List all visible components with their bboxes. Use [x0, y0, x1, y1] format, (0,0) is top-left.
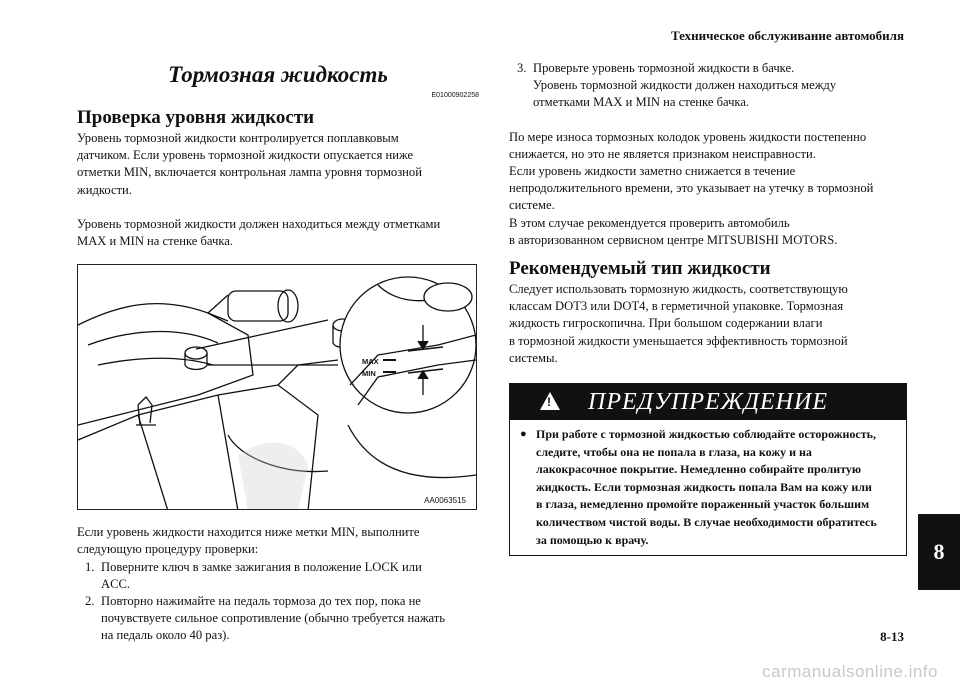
warning-text: При работе с тормозной жидкостью соблюдайте осторожность, следите, чтобы она не попала в глаза, на кожу и на лакокрасочное покрытие. Немедленно собирайте пролитую жидкость. Если тормозная жидкость попала Вам на кожу или в глаза, немедленно промойте пораженный участок большим количеством чистой воды. В случае необходимости обратитесь за помощью к врачу. [536, 427, 877, 547]
paragraph-below-min: Если уровень жидкости находится ниже метки MIN, выполните следующую процедуру проверки: [77, 525, 420, 557]
warning-box [509, 383, 907, 556]
paragraph-pad-wear: По мере износа тормозных колодок уровень жидкости постепенно снижается, но это не является признаком неисправности. Если уровень жидкости заметно снижается в течение непродолжительного времени, это указывает на утечку в тормозной системе. В этом случае рекомендуется проверить автомобиль в авторизованном сервисном центре MITSUBISHI MOTORS. [509, 129, 874, 247]
paragraph-level-range: Уровень тормозной жидкости должен находиться между отметками MAX и MIN на стенке бачка. [77, 216, 441, 249]
document-code: E01000902258 [431, 92, 479, 99]
warning-triangle-icon: ! [540, 392, 560, 410]
paragraph-fluid-type: Следует использовать тормозную жидкость, соответствующую классам DOT3 или DOT4, в герметичной упаковке. Тормозная жидкость гигроскопична. При большом содержании влаги в тормозной жидкости уменьшается эффективность тормозной системы. [509, 282, 848, 365]
left-column [77, 60, 479, 645]
list-item: 3. Проверьте уровень тормозной жидкости в бачке. Уровень тормозной жидкости должен находиться между отметками MAX и MIN на стенке бачка. [517, 61, 837, 110]
max-mark-label: MAX [362, 357, 379, 367]
subheading-fluid-type: Рекомендуемый тип жидкости [509, 258, 771, 280]
chapter-tab: 8 [918, 514, 960, 590]
reservoir-illustration [78, 265, 477, 510]
section-title: Тормозная жидкость [168, 62, 388, 87]
bullet-icon: ● [520, 428, 527, 441]
running-header: Техническое обслуживание автомобиля [670, 28, 904, 43]
paragraph-float-sensor: Уровень тормозной жидкости контролируется поплавковым датчиком. Если уровень тормозной жидкости опускается ниже отметки MIN, включается контрольная лампа уровня тормозной жидкости. [77, 131, 422, 197]
right-column [509, 60, 907, 556]
warning-body [510, 420, 906, 555]
list-item: 1. Поверните ключ в замке зажигания в положение LOCK или ACC. [85, 559, 422, 591]
watermark: carmanualsonline.info [762, 662, 938, 681]
brake-fluid-reservoir-figure [77, 264, 477, 510]
min-mark-label: MIN [362, 369, 376, 379]
warning-header [510, 384, 906, 420]
page-number: 8-13 [880, 629, 904, 644]
subheading-level-check: Проверка уровня жидкости [77, 107, 315, 128]
list-item: 2. Повторно нажимайте на педаль тормоза до тех пор, пока не почувствуете сильное сопротивление (обычно требуется нажать на педаль около 40 раз). [85, 594, 446, 643]
figure-code: AA0063515 [424, 496, 466, 506]
procedure-step-3 [509, 60, 907, 112]
procedure-steps [77, 559, 479, 645]
warning-title: ПРЕДУПРЕЖДЕНИЕ [588, 388, 828, 415]
